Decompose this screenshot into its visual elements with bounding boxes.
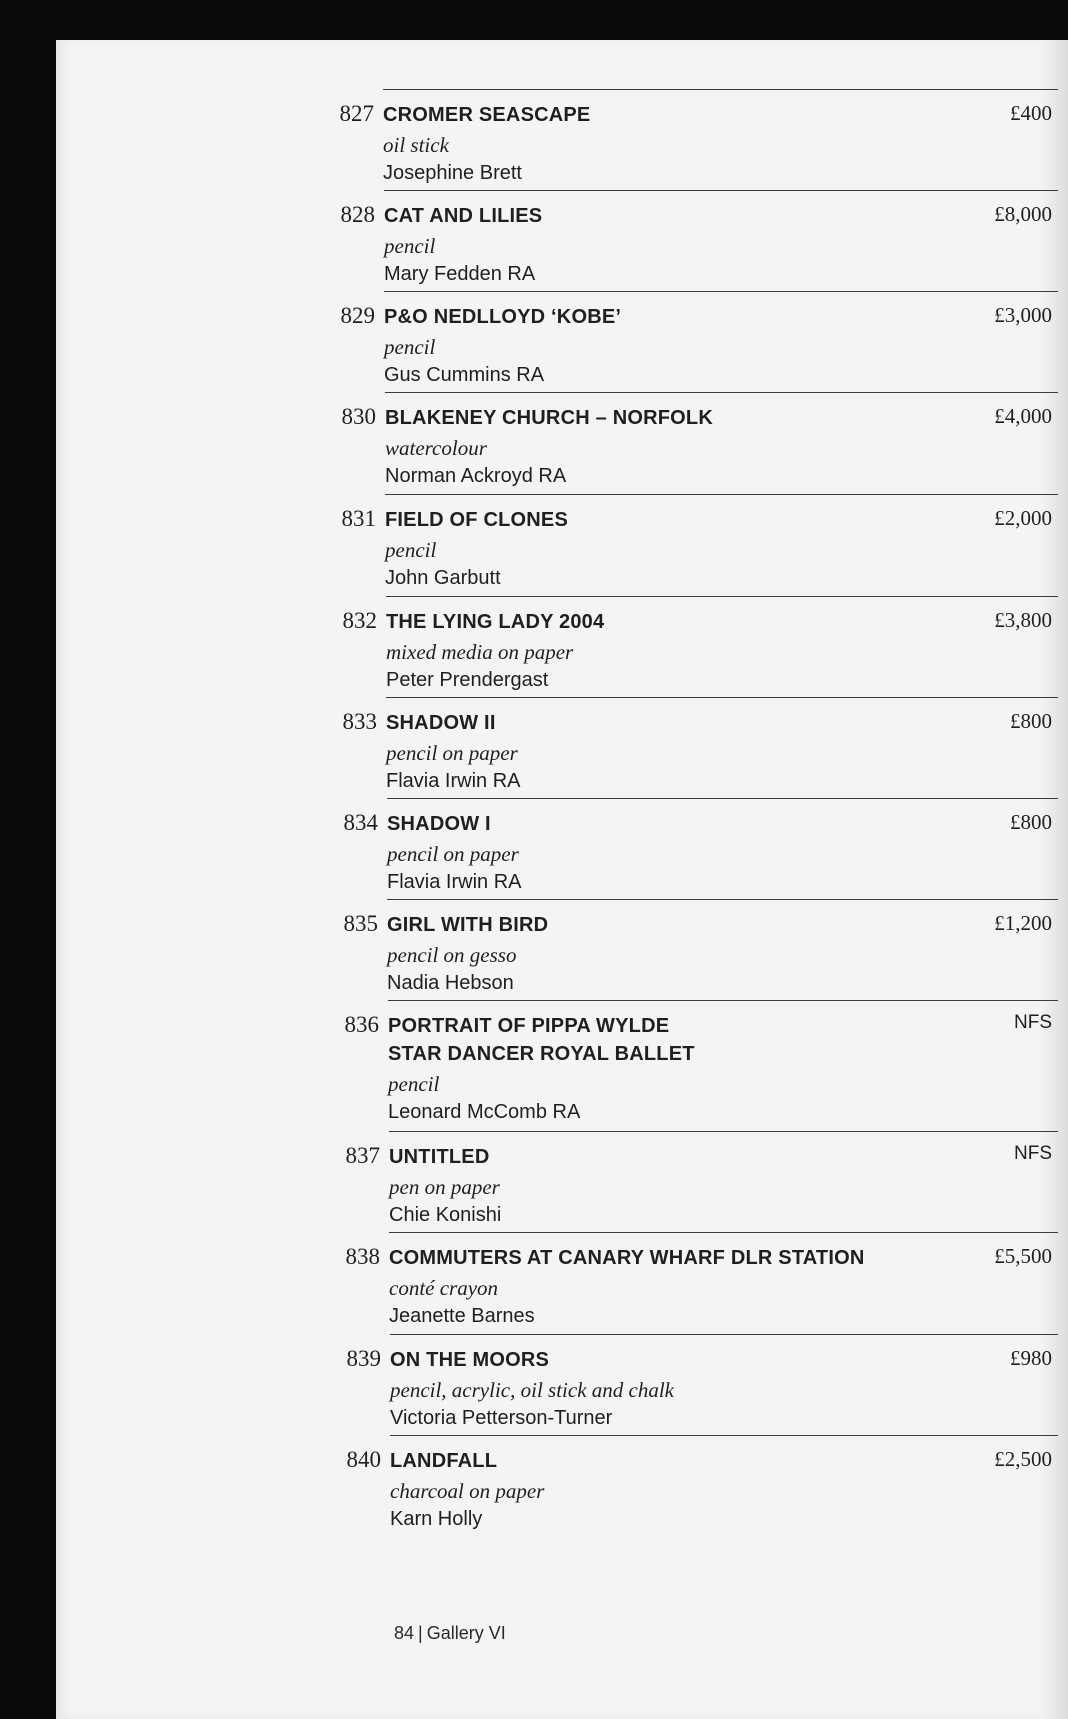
artist-name: Josephine Brett: [383, 162, 522, 184]
catalogue-entry: [56, 1000, 1068, 1123]
lot-number: 835: [343, 911, 378, 936]
catalogue-page: [56, 40, 1068, 1719]
artist-name: Leonard McComb RA: [388, 1101, 581, 1123]
artist-name: Jeanette Barnes: [389, 1305, 535, 1327]
artwork-medium: pencil: [384, 234, 436, 258]
artist-name: Gus Cummins RA: [384, 364, 545, 386]
price: £8,000: [994, 202, 1052, 226]
artist-name: Chie Konishi: [389, 1204, 502, 1226]
catalogue-entry: [56, 291, 1068, 392]
entry-divider: [388, 1000, 1058, 1001]
artwork-medium: pencil: [385, 538, 437, 562]
entry-divider: [387, 899, 1058, 900]
entry-divider: [385, 392, 1058, 393]
footer-separator: |: [418, 1623, 423, 1643]
price: £1,200: [994, 911, 1052, 935]
lot-number: 838: [345, 1244, 380, 1269]
price: £4,000: [994, 404, 1052, 428]
entry-divider: [389, 1131, 1058, 1132]
lot-number: 839: [346, 1346, 381, 1371]
artwork-title: FIELD OF CLONES: [385, 509, 568, 531]
price: £3,000: [994, 303, 1052, 327]
entry-divider: [390, 1334, 1058, 1335]
catalogue-entry: [56, 89, 1068, 190]
artist-name: Flavia Irwin RA: [387, 871, 522, 893]
lot-number: 827: [339, 101, 374, 126]
artwork-title: PORTRAIT OF PIPPA WYLDE STAR DANCER ROYAL BALLET: [388, 1015, 695, 1065]
artist-name: Norman Ackroyd RA: [385, 465, 567, 487]
artist-name: Flavia Irwin RA: [386, 770, 521, 792]
artwork-medium: charcoal on paper: [390, 1479, 545, 1503]
artist-name: Karn Holly: [390, 1508, 483, 1530]
price: £980: [1010, 1346, 1052, 1370]
catalogue-entry: [56, 1131, 1068, 1232]
entry-divider: [384, 291, 1058, 292]
price: £400: [1010, 101, 1052, 125]
artwork-title: SHADOW II: [386, 712, 496, 734]
price: £800: [1010, 709, 1052, 733]
page-number: 84: [394, 1623, 415, 1643]
lot-number: 831: [341, 506, 376, 531]
artwork-title: CROMER SEASCAPE: [383, 104, 591, 126]
entry-divider: [386, 596, 1058, 597]
artwork-title: P&O NEDLLOYD ‘KOBE’: [384, 306, 622, 328]
artwork-medium: pencil, acrylic, oil stick and chalk: [390, 1378, 674, 1402]
entry-divider: [386, 697, 1058, 698]
price: NFS: [1014, 1143, 1052, 1164]
lot-number: 840: [346, 1447, 381, 1472]
lot-number: 834: [343, 810, 378, 835]
catalogue-entry: [56, 1232, 1068, 1333]
lot-number: 836: [344, 1012, 379, 1037]
entry-divider: [384, 190, 1058, 191]
catalogue-entry: [56, 697, 1068, 798]
entry-divider: [389, 1232, 1058, 1233]
artwork-title: UNTITLED: [389, 1146, 490, 1168]
artist-name: John Garbutt: [385, 567, 501, 589]
artist-name: Victoria Petterson-Turner: [390, 1407, 613, 1429]
artwork-title: ON THE MOORS: [390, 1349, 550, 1371]
lot-number: 833: [342, 709, 377, 734]
page-footer: [394, 1623, 506, 1644]
catalogue-entry: [56, 1435, 1068, 1536]
catalogue-entry: [56, 798, 1068, 899]
artwork-medium: pencil: [384, 335, 436, 359]
artwork-medium: pencil on gesso: [387, 943, 517, 967]
artwork-title: THE LYING LADY 2004: [386, 611, 605, 633]
catalogue-entry: [56, 1334, 1068, 1435]
artwork-medium: watercolour: [385, 436, 487, 460]
entry-divider: [390, 1435, 1058, 1436]
entry-divider: [385, 494, 1058, 495]
artwork-medium: mixed media on paper: [386, 640, 574, 664]
lot-number: 830: [341, 404, 376, 429]
artwork-medium: pencil: [388, 1072, 440, 1096]
artist-name: Peter Prendergast: [386, 669, 549, 691]
price: £800: [1010, 810, 1052, 834]
lot-number: 829: [340, 303, 375, 328]
artwork-title: LANDFALL: [390, 1450, 498, 1472]
artwork-title: COMMUTERS AT CANARY WHARF DLR STATION: [389, 1247, 865, 1269]
artwork-title: GIRL WITH BIRD: [387, 914, 549, 936]
artwork-medium: oil stick: [383, 133, 449, 157]
artwork-medium: pencil on paper: [387, 842, 519, 866]
price: £5,500: [994, 1244, 1052, 1268]
footer-section: Gallery VI: [426, 1623, 506, 1643]
artwork-medium: conté crayon: [389, 1276, 499, 1300]
artwork-title: CAT AND LILIES: [384, 205, 543, 227]
entry-divider: [383, 89, 1058, 90]
entry-divider: [387, 798, 1058, 799]
lot-number: 837: [345, 1143, 380, 1168]
price: £3,800: [994, 608, 1052, 632]
artwork-medium: pen on paper: [389, 1175, 500, 1199]
artwork-medium: pencil on paper: [386, 741, 518, 765]
catalogue-entry: [56, 190, 1068, 291]
artwork-title: BLAKENEY CHURCH – NORFOLK: [385, 407, 713, 429]
price: £2,500: [994, 1447, 1052, 1471]
artist-name: Mary Fedden RA: [384, 263, 536, 285]
catalogue-entry: [56, 596, 1068, 697]
catalogue-entry: [56, 392, 1068, 493]
price: £2,000: [994, 506, 1052, 530]
price: NFS: [1014, 1012, 1052, 1033]
catalogue-entry: [56, 494, 1068, 595]
lot-number: 832: [342, 608, 377, 633]
lot-number: 828: [340, 202, 375, 227]
artist-name: Nadia Hebson: [387, 972, 514, 994]
catalogue-entry: [56, 899, 1068, 1000]
artwork-title: SHADOW I: [387, 813, 491, 835]
